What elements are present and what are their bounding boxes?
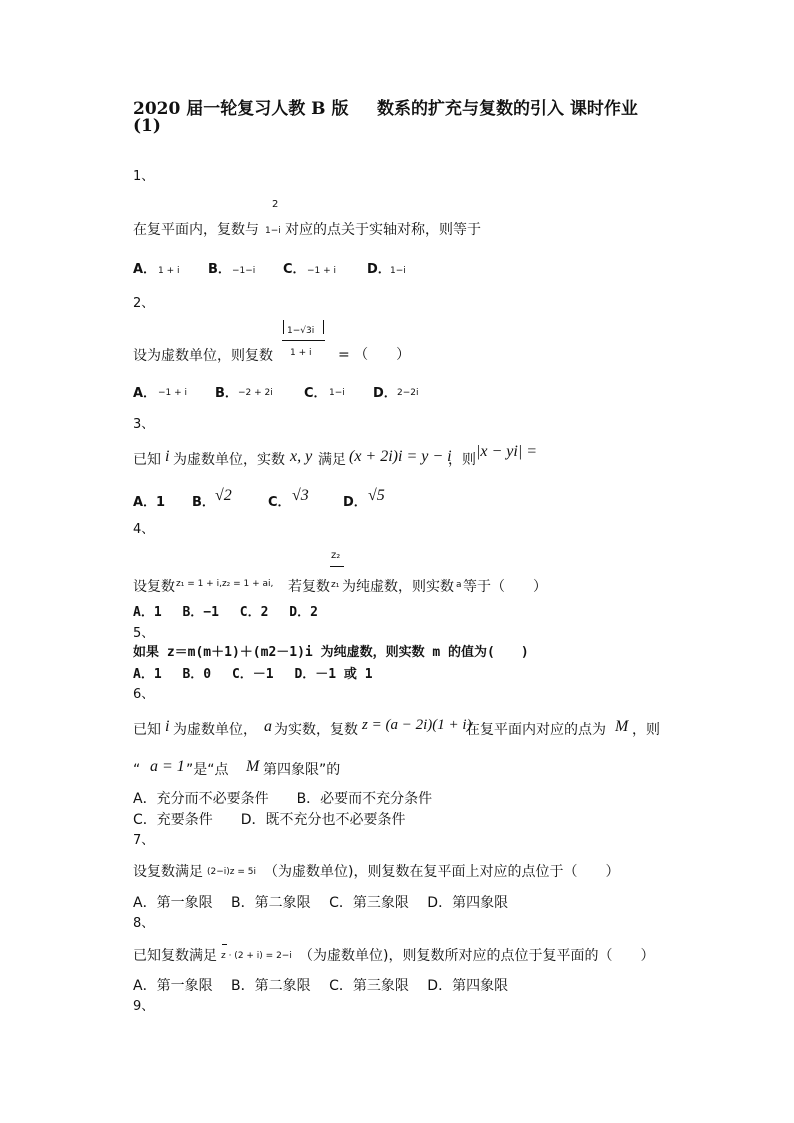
q5-text: 如果 z＝m(m＋1)＋(m2－1)i 为纯虚数，则实数 m 的值为( ): [133, 645, 529, 660]
q6-text-a: 已知: [133, 722, 161, 738]
q7-options[interactable]: A．第一象限 B．第二象限 C．第三象限 D．第四象限: [133, 895, 509, 911]
q8-text-a: 已知复数满足: [133, 948, 217, 964]
q1-fraction-denominator: 1−i: [265, 226, 281, 236]
q4-fraction-numerator: z₂: [331, 550, 341, 561]
q3-text-a: 已知: [133, 452, 161, 468]
q3-option-c-value: √3: [292, 487, 309, 504]
q7-equation: (2−i)z = 5i: [207, 867, 257, 877]
q6-line2-quote-open: “: [133, 762, 141, 778]
q6-line2-text-b: ”是“点: [186, 762, 229, 778]
q1-option-a-value: 1 + i: [158, 266, 180, 276]
question-2-number: 2、: [133, 296, 155, 311]
question-5-number: 5、: [133, 626, 155, 641]
q4-text-b: 若复数: [288, 579, 330, 595]
q3-i-symbol: i: [165, 448, 170, 465]
q1-text-b: 对应的点关于实轴对称，则等于: [285, 222, 481, 238]
q4-a-symbol: a: [456, 580, 462, 590]
q6-text-d: 在复平面内对应的点为: [466, 722, 606, 738]
q2-option-a-label[interactable]: A．: [133, 386, 157, 401]
q4-fraction-denominator: z₁: [331, 580, 340, 590]
q3-text-c: 满足: [318, 452, 346, 468]
q3-option-b-value: √2: [215, 487, 232, 504]
q6-M-symbol: M: [615, 718, 629, 735]
q6-line2-text-c: 第四象限”的: [263, 762, 341, 778]
question-3-number: 3、: [133, 417, 155, 432]
q5-options[interactable]: A．1 B．0 C．－1 D．－1 或 1: [133, 667, 373, 682]
q6-equation: z = (a − 2i)(1 + i): [362, 717, 472, 733]
q1-option-c-value: −1 + i: [307, 266, 337, 276]
q6-a-symbol: a: [264, 718, 272, 735]
q8-equation: z · (2 + i) = 2−i: [221, 951, 292, 961]
q3-text-b: 为虚数单位，实数: [173, 452, 285, 468]
q2-fraction-denominator: 1 + i: [290, 348, 312, 358]
q1-fraction-numerator: 2: [272, 199, 279, 210]
doc-title-left: 2020 届一轮复习人教 B 版: [133, 99, 349, 119]
doc-title-right: 数系的扩充与复数的引入 课时作业: [377, 99, 638, 119]
q1-option-b-label[interactable]: B．: [208, 262, 231, 277]
q1-option-b-value: −1−i: [232, 266, 256, 276]
question-4-number: 4、: [133, 522, 155, 537]
q4-text-c: 为纯虚数，则实数: [342, 579, 454, 595]
question-1-number: 1、: [133, 169, 155, 184]
q8-options[interactable]: A．第一象限 B．第二象限 C．第三象限 D．第四象限: [133, 978, 509, 994]
q1-text-a: 在复平面内，复数与: [133, 222, 259, 238]
q6-line2-equation: a = 1: [150, 758, 185, 775]
q4-options[interactable]: A．1 B．−1 C．2 D．2: [133, 605, 318, 620]
q2-option-c-label[interactable]: C．: [304, 386, 327, 401]
q6-text-e: ，则: [632, 722, 660, 738]
question-7-number: 7、: [133, 833, 155, 848]
q6-i-symbol: i: [165, 718, 170, 735]
q3-option-d-value: √5: [368, 487, 385, 504]
q2-option-d-label[interactable]: D．: [373, 386, 397, 401]
q3-text-d: ，则: [448, 452, 476, 468]
q6-text-b: 为虚数单位，: [173, 722, 257, 738]
q2-abs-bar-right: [323, 320, 324, 334]
q4-text-d: 等于（ ）: [463, 579, 547, 595]
q6-options-ab[interactable]: A．充分而不必要条件 B．必要而不充分条件: [133, 791, 433, 807]
doc-title-line2: (1): [133, 116, 161, 136]
q2-option-c-value: 1−i: [329, 388, 345, 398]
q3-option-b-label[interactable]: B．: [192, 495, 215, 510]
q4-fraction-line: [330, 566, 344, 567]
q2-text-b: = （ ）: [338, 347, 411, 363]
q6-options-cd[interactable]: C．充要条件 D．既不充分也不必要条件: [133, 812, 406, 828]
question-6-number: 6、: [133, 687, 155, 702]
q8-conjugate-bar: [222, 944, 227, 945]
q2-fraction-numerator: 1−√3i: [287, 326, 315, 336]
q1-option-d-value: 1−i: [390, 266, 406, 276]
q2-option-b-value: −2 + 2i: [238, 388, 273, 398]
q2-option-a-value: −1 + i: [158, 388, 188, 398]
q4-text-a: 设复数: [133, 579, 175, 595]
q2-text-a: 设为虚数单位，则复数: [133, 348, 273, 364]
q8-text-b: （为虚数单位)，则复数所对应的点位于复平面的（ ）: [299, 948, 655, 964]
q7-text-a: 设复数满足: [133, 864, 203, 880]
q1-option-d-label[interactable]: D．: [367, 262, 391, 277]
question-8-number: 8、: [133, 916, 155, 931]
q3-option-a-value: 1: [156, 495, 166, 510]
q3-equation: (x + 2i)i = y − i: [349, 448, 452, 465]
q3-option-c-label[interactable]: C．: [268, 495, 291, 510]
question-9-number: 9、: [133, 999, 155, 1014]
q2-option-b-label[interactable]: B．: [215, 386, 238, 401]
q3-xy-symbol: x, y: [290, 448, 313, 465]
q6-line2-M-symbol: M: [246, 758, 260, 775]
q7-text-b: （为虚数单位)，则复数在复平面上对应的点位于（ ）: [264, 864, 620, 880]
q2-option-d-value: 2−2i: [397, 388, 419, 398]
q1-option-c-label[interactable]: C．: [283, 262, 306, 277]
q2-fraction-line: [282, 340, 325, 341]
q1-option-a-label[interactable]: A．: [133, 262, 157, 277]
q4-z-definition: z₁ = 1 + i,z₂ = 1 + ai,: [176, 579, 274, 589]
q3-abs-expression: |x − yi| =: [476, 443, 538, 460]
q3-option-d-label[interactable]: D．: [343, 495, 367, 510]
q6-text-c: 为实数，复数: [274, 722, 358, 738]
q2-abs-bar-left: [283, 320, 284, 334]
q3-option-a-label[interactable]: A．: [133, 495, 157, 510]
